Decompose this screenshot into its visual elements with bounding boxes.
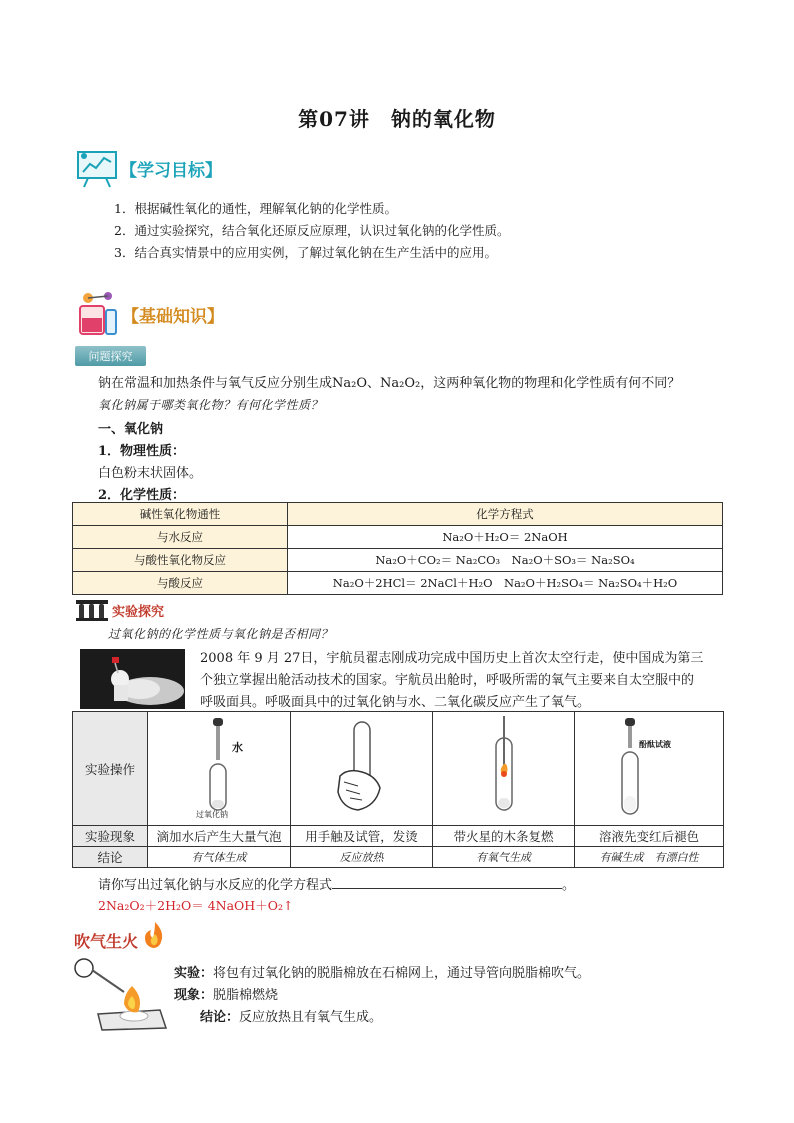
story-line-2: 个独立掌握出舱活动技术的国家。宇航员出舱时，呼吸所需的氧气主要来自太空服中的 (200, 673, 695, 688)
blow-phenomenon (174, 984, 278, 1003)
table-cell: Na₂O＋H₂O＝ 2NaOH (288, 526, 723, 549)
table-header-row (73, 503, 723, 526)
flame-icon (140, 920, 170, 950)
basics-header: 【基础知识】 (122, 307, 224, 327)
page-title: 第07讲 钠的氧化物 (298, 107, 496, 131)
chemical-properties-title: 2．化学性质： (98, 488, 186, 503)
blowing-cotton-illustration (72, 956, 168, 1032)
phenomenon-cell: 溶液先变红后褪色 (575, 826, 724, 847)
tube-label-water: 水 (232, 741, 243, 754)
blow-conclusion-label: 结论： (200, 1010, 240, 1025)
phenomenon-cell: 用手触及试管，发烫 (291, 826, 433, 847)
answer-blank[interactable] (332, 876, 562, 889)
goal-item-3: 3．结合真实情景中的应用实例，了解过氧化钠在生产生活中的应用。 (114, 245, 497, 260)
blow-experiment (174, 962, 590, 981)
table-header-cell: 化学方程式 (288, 503, 723, 526)
operation-cell-4 (575, 712, 724, 826)
test-tube-rack-icon (74, 598, 110, 622)
blow-conclusion (200, 1006, 382, 1025)
answer-equation: 2Na₂O₂＋2H₂O＝ 4NaOH＋O₂↑ (98, 898, 294, 913)
table-header-cell: 碱性氧化物通性 (73, 503, 288, 526)
table-cell: Na₂O＋2HCl＝ 2NaCl＋H₂O Na₂O＋H₂SO₄＝ Na₂SO₄＋H₂O (288, 572, 723, 595)
phenomenon-cell: 带火星的木条复燃 (433, 826, 575, 847)
tube-label-phenolphthalein: 酚酞试液 (639, 739, 671, 749)
question-tag: 问题探究 (75, 346, 146, 366)
physical-properties-title: 1．物理性质： (98, 444, 186, 459)
table-row (73, 572, 723, 595)
write-equation-prompt (98, 874, 575, 893)
goal-item-1: 1．根据碱性氧化的通性，理解氧化钠的化学性质。 (114, 201, 397, 216)
write-equation-label: 请你写出过氧化钠与水反应的化学方程式 (98, 878, 333, 893)
conclusion-cell: 有碱生成 有漂白性 (575, 847, 724, 868)
goals-header: 【学习目标】 (120, 161, 222, 181)
blow-experiment-text: 将包有过氧化钠的脱脂棉放在石棉网上，通过导管向脱脂棉吹气。 (213, 966, 591, 981)
blow-conclusion-text: 反应放热且有氧气生成。 (239, 1010, 383, 1025)
blow-fire-header: 吹气生火 (74, 932, 139, 951)
question-text: 钠在常温和加热条件与氧气反应分别生成Na₂O、Na₂O₂，这两种氧化物的物理和化学性质有何不同？ (98, 376, 681, 391)
table-cell: 与酸性氧化物反应 (73, 549, 288, 572)
blow-experiment-label: 实验： (174, 966, 214, 981)
chemistry-flask-icon (74, 290, 124, 336)
write-equation-end: 。 (562, 878, 576, 893)
table-row (73, 549, 723, 572)
table-cell: 与酸反应 (73, 572, 288, 595)
conclusion-cell: 有氧气生成 (433, 847, 575, 868)
table-row (73, 526, 723, 549)
story-line-1: 2008 年 9 月 27日，宇航员翟志刚成功完成中国历史上首次太空行走，使中国成为第三 (200, 651, 704, 666)
hand-touching-test-tube-illustration (292, 712, 432, 822)
presentation-board-icon (74, 148, 120, 188)
astronaut-photo (80, 649, 185, 709)
row-label-operation: 实验操作 (73, 712, 148, 826)
experiment-question: 过氧化钠的化学性质与氧化钠是否相同？ (108, 627, 334, 641)
row-label-phenomenon: 实验现象 (73, 826, 148, 847)
conclusion-cell: 反应放热 (291, 847, 433, 868)
sodium-oxide-table (72, 502, 723, 595)
blow-phenomenon-label: 现象： (174, 988, 214, 1003)
operation-cell-1 (148, 712, 291, 826)
test-tube-dropper-water-illustration (149, 712, 289, 822)
table-cell: 与水反应 (73, 526, 288, 549)
goal-item-2: 2．通过实验探究，结合氧化还原反应原理，认识过氧化钠的化学性质。 (114, 223, 510, 238)
table-row (73, 847, 724, 868)
table-row (73, 712, 724, 826)
operation-cell-3 (433, 712, 575, 826)
operation-cell-2 (291, 712, 433, 826)
phenomenon-cell: 滴加水后产生大量气泡 (148, 826, 291, 847)
story-line-3: 呼吸面具。呼吸面具中的过氧化钠与水、二氧化碳反应产生了氧气。 (200, 695, 591, 710)
tube-label-sodium-peroxide: 过氧化钠 (196, 810, 228, 819)
section-sodium-oxide: 一、氧化钠 (98, 422, 164, 437)
table-row (73, 826, 724, 847)
table-cell: Na₂O＋CO₂＝ Na₂CO₃ Na₂O＋SO₃＝ Na₂SO₄ (288, 549, 723, 572)
sodium-peroxide-experiment-table (72, 711, 724, 868)
question-subtext: 氧化钠属于哪类氧化物？有何化学性质？ (98, 398, 324, 412)
phenolphthalein-dropper-illustration (579, 712, 719, 822)
glowing-splint-test-tube-illustration (434, 712, 574, 822)
row-label-conclusion: 结论 (73, 847, 148, 868)
blow-phenomenon-text: 脱脂棉燃烧 (213, 988, 279, 1003)
experiment-header: 实验探究 (112, 605, 165, 620)
conclusion-cell: 有气体生成 (148, 847, 291, 868)
physical-properties-text: 白色粉末状固体。 (98, 466, 203, 481)
